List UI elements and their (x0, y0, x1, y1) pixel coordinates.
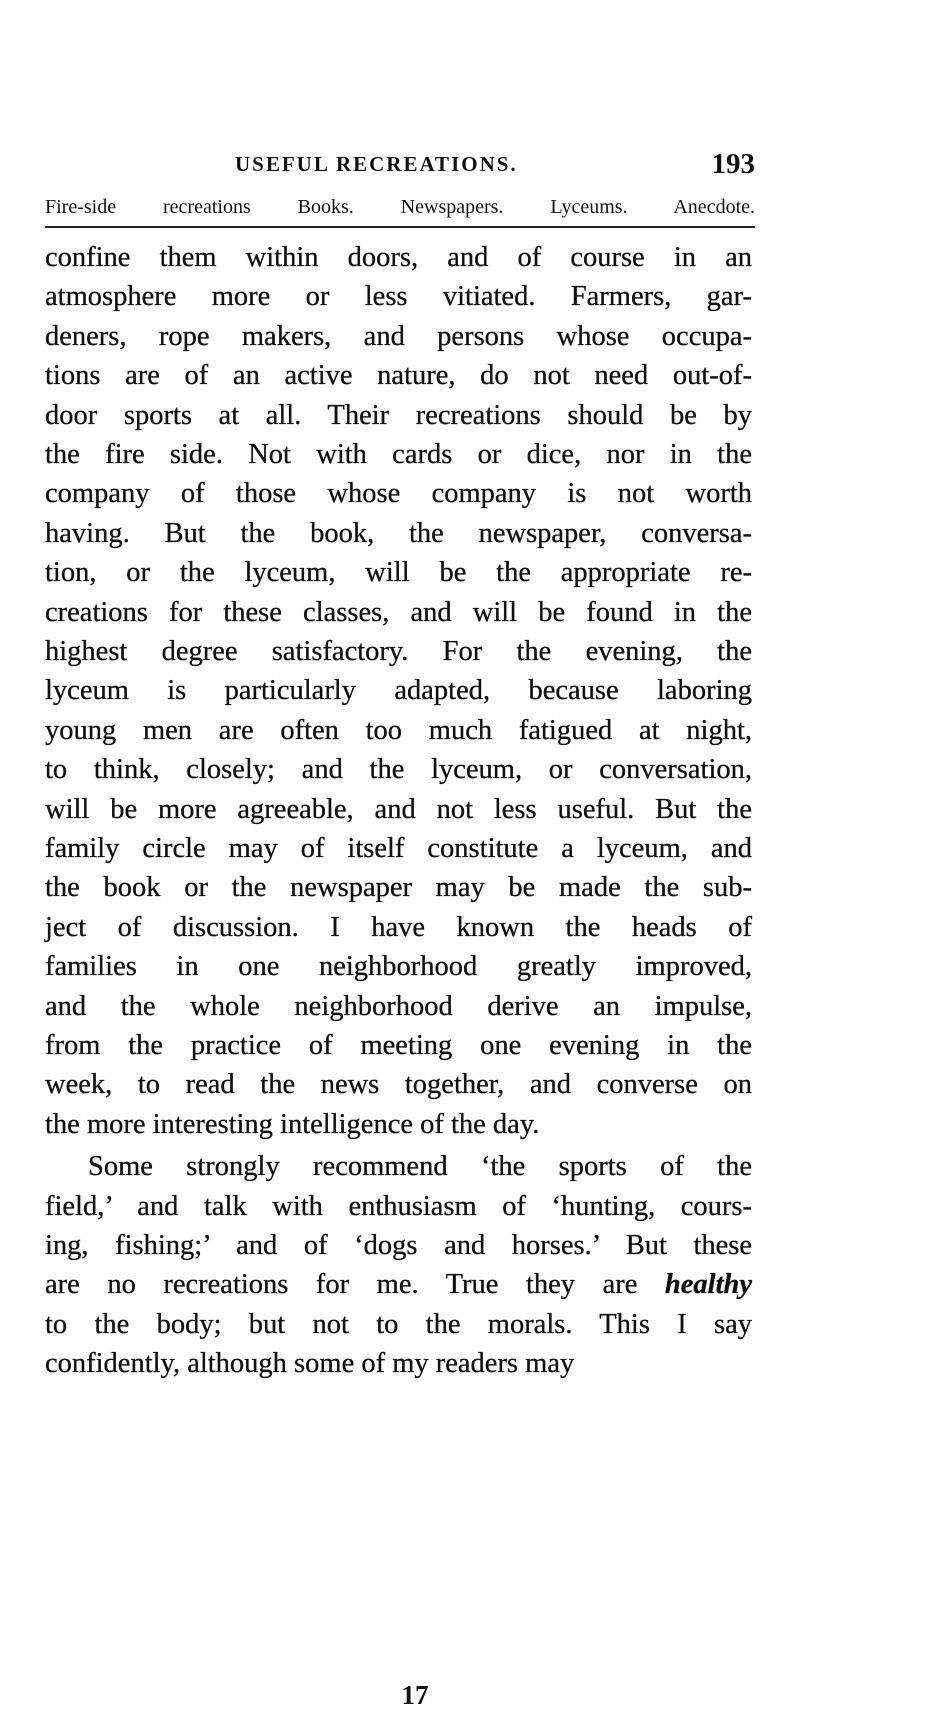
text-line-content: family circle may of itself constitute a lyceum, and (45, 833, 752, 864)
text-line (45, 673, 752, 709)
text-line-content: to the body; but not to the morals. This I say (45, 1308, 752, 1340)
text-line-content: are no recreations for me. True they are (45, 1269, 638, 1301)
text-line-content: young men are often too much fatigued at night, (45, 714, 752, 746)
text-line-content: tion, or the lyceum, will be the appropriate re- (45, 557, 752, 589)
text-line (45, 595, 752, 631)
text-line (45, 1346, 752, 1382)
text-line-content: confine them within doors, and of course in an (45, 242, 752, 273)
text-line-content: field,’ and talk with enthusiasm of ‘hunting, cours- (45, 1190, 752, 1222)
text-line (45, 516, 752, 552)
page-number: 193 (711, 148, 755, 180)
signature-mark: 17 (401, 1680, 429, 1710)
text-line (45, 319, 752, 355)
text-line (45, 831, 752, 867)
text-line-content: will be more agreeable, and not less useful. But the (45, 793, 752, 825)
text-line (45, 1107, 752, 1143)
italic-word: healthy (664, 1269, 752, 1301)
text-line (88, 1149, 752, 1185)
text-line-content: having. But the book, the newspaper, conversa- (45, 517, 752, 549)
text-line-content: the more interesting intelligence of the day. (45, 1108, 540, 1140)
text-line (45, 989, 752, 1025)
text-line-content: ing, fishing;’ and of ‘dogs and horses.’ But these (45, 1230, 752, 1261)
text-line (45, 1189, 752, 1225)
text-line-content: the fire side. Not with cards or dice, nor in the (45, 439, 752, 470)
text-line (45, 949, 752, 985)
text-line (45, 634, 752, 670)
text-line-content: ject of discussion. I have known the heads of (45, 911, 752, 943)
text-line-content: deners, rope makers, and persons whose occupa- (45, 320, 752, 352)
text-line-content: door sports at all. Their recreations should be by (45, 399, 752, 431)
text-line (45, 752, 752, 788)
topic-summary: Fire-side recreations Books. Newspapers. Lyceums. Anecdote. (45, 196, 755, 218)
text-line-content: from the practice of meeting one evening in the (45, 1030, 752, 1061)
text-line (45, 713, 752, 749)
text-line-content: to think, closely; and the lyceum, or conversation, (45, 754, 752, 786)
text-line (45, 1028, 752, 1064)
text-line (45, 240, 752, 276)
text-line-content: atmosphere more or less vitiated. Farmers, gar- (45, 281, 752, 313)
text-line (45, 1267, 752, 1303)
text-line-content: Some strongly recommend ‘the sports of the (88, 1151, 752, 1183)
text-line-content: confidently, although some of my readers may (45, 1348, 575, 1380)
text-line-content: lyceum is particularly adapted, because laboring (45, 675, 752, 707)
text-line (45, 1228, 752, 1264)
text-line (45, 1307, 752, 1343)
text-line (45, 437, 752, 473)
text-line-content: highest degree satisfactory. For the evening, the (45, 636, 752, 667)
text-line (45, 792, 752, 828)
text-line-content: the book or the newspaper may be made the sub- (45, 872, 752, 904)
text-line-content: week, to read the news together, and converse on (45, 1069, 752, 1101)
text-line (45, 870, 752, 906)
text-line (45, 1067, 752, 1103)
text-line (45, 358, 752, 394)
running-head (45, 148, 755, 182)
text-line-content: and the whole neighborhood derive an impulse, (45, 990, 752, 1022)
header-rule (45, 226, 755, 228)
text-line (45, 398, 752, 434)
text-line (45, 555, 752, 591)
text-line (45, 476, 752, 512)
text-line (45, 910, 752, 946)
running-head-title: USEFUL RECREATIONS. (235, 152, 518, 176)
text-line-content: creations for these classes, and will be found in the (45, 596, 752, 628)
text-line-content: tions are of an active nature, do not need out-of- (45, 360, 752, 392)
text-line-content: families in one neighborhood greatly improved, (45, 951, 752, 983)
text-line (45, 279, 752, 315)
text-line-content: company of those whose company is not worth (45, 478, 752, 510)
